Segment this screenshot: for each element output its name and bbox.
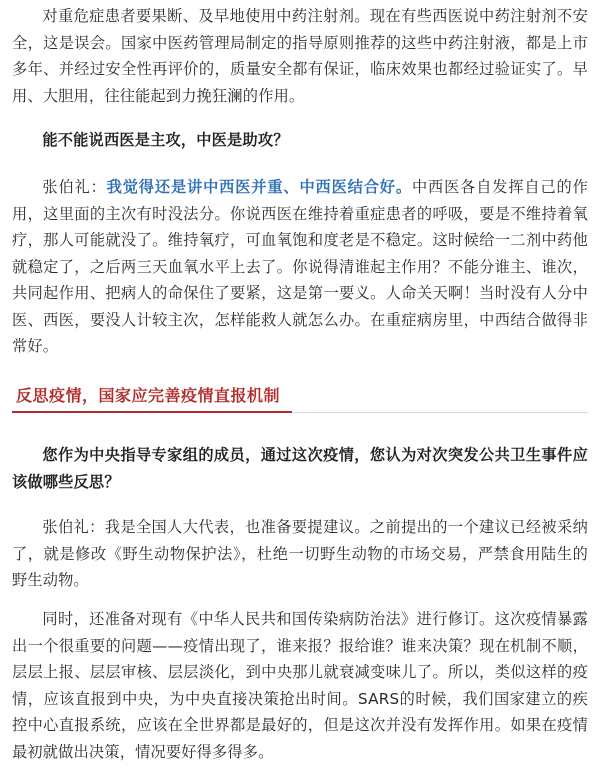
paragraph-injection-advice: 对重危症患者要果断、及早地使用中药注射剂。现在有些西医说中药注射剂不安全，这是误会。国家中医药管理局制定的指导原则推荐的这些中药注射液，都是上市多年、并经过安全性再评价的，质量安全都有保证，临床效果也都经过验证实了。早用、大胆用，往往能起到力挽狂澜的作用。 (12, 7, 588, 105)
answer-text: 中西医各自发挥自己的作用，这里面的主次有时没法分。你说西医在维持着重症患者的呼吸，要是不维持着氧疗，那人可能就没了。维持氧疗，可血氧饱和度老是不稳定。这时候给一二剂中药他就稳定了，之后两三天血氧水平上去了。你说得清谁起主作用？不能分谁主、谁次，共同起作用、把病人的命保住了要紧，这是第一要义。人命关天啊！当时没有人分中医、西医，要没人计较主次，怎样能救人就怎么办。在重症病房里，中西结合做得非常好。 (12, 178, 588, 355)
highlighted-statement: 我觉得还是讲中西医并重、中西医结合好。 (106, 178, 412, 196)
paragraph-reporting-mechanism: 同时，还准备对现有《中华人民共和国传染病防治法》进行修订。这次疫情暴露出一个很重要的问题——疫情出现了，谁来报？报给谁？谁来决策？现在机制不顺，层层上报、层层审核、层层淡化，到中央那儿就衰减变味儿了。所以，类似这样的疫情，应该直报到中央，为中央直接决策抢出时间。SARS的时候，我们国家建立的疾控中心直报系统，应该在全世界都是最好的，但是这次并没有发挥作用。如果在疫情最初就做出决策，情况要好得多得多。 (12, 610, 588, 761)
section-title: 反思疫情，国家应完善疫情直报机制 (12, 384, 292, 413)
section-heading (12, 384, 588, 413)
question-main-attack: 能不能说西医是主攻，中医是助攻？ (42, 131, 289, 149)
speaker-label: 张伯礼： (42, 178, 107, 196)
question-reflection: 您作为中央指导专家组的成员，通过这次疫情，您认为对次突发公共卫生事件应该做哪些反思？ (12, 446, 588, 491)
answer-wildlife-law: 张伯礼：我是全国人大代表，也准备要提建议。之前提出的一个建议已经被采纳了，就是修改《野生动物保护法》，杜绝一切野生动物的市场交易，严禁食用陆生的野生动物。 (12, 518, 588, 589)
answer-integration (12, 174, 588, 360)
